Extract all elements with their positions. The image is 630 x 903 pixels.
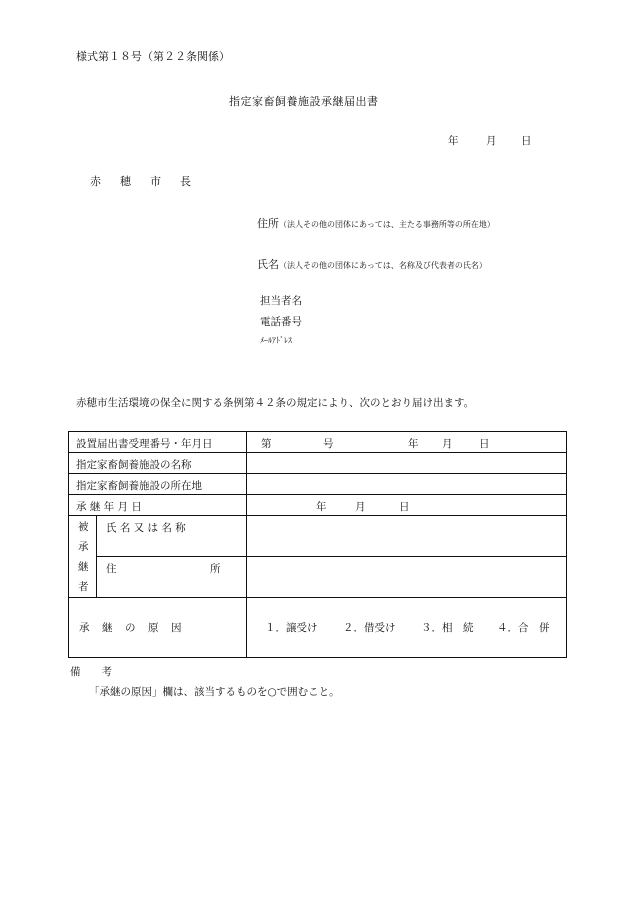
phone-label: 電話番号 [260, 316, 302, 328]
succession-month: 月 [355, 501, 366, 513]
heir-char: 継 [78, 561, 89, 573]
row-divider [69, 452, 566, 453]
row-divider [69, 473, 566, 474]
remarks-title: 備 考 [70, 666, 112, 678]
name-line [257, 253, 487, 272]
column-divider [246, 432, 247, 657]
address-label: 住所 [257, 217, 279, 230]
receipt-year: 年 [408, 438, 419, 450]
row-divider [69, 494, 566, 495]
cause-label: 承 継 の 原 因 [79, 622, 183, 634]
name-label: 氏名 [257, 258, 279, 271]
heir-char: 被 [78, 521, 89, 533]
cause-option-merger: ４．合 併 [497, 622, 550, 634]
facility-name-label: 指定家畜飼養施設の名称 [76, 459, 192, 471]
row-divider [69, 515, 566, 516]
heir-address-label-a: 住 [106, 563, 117, 575]
heir-char: 承 [78, 541, 89, 553]
row-divider [69, 597, 566, 598]
cause-option-lease: ２．借受け [343, 622, 396, 634]
column-divider [96, 515, 97, 597]
email-label: ﾒｰﾙｱﾄﾞﾚｽ [260, 336, 292, 345]
row-divider [96, 556, 566, 557]
recipient: 赤 穂 市 長 [90, 175, 195, 188]
remarks-note: 「承継の原因」欄は、該当するものを○で囲むこと。 [89, 686, 340, 698]
name-note: （法人その他の団体にあっては、名称及び代表者の氏名） [279, 261, 487, 270]
address-note: （法人その他の団体にあっては、主たる事務所等の所在地） [279, 220, 495, 229]
receipt-dai: 第 [261, 438, 272, 450]
document-title: 指定家畜飼養施設承継届出書 [229, 95, 379, 108]
address-line [257, 212, 495, 231]
date-day: 日 [521, 135, 532, 147]
form-table [68, 431, 567, 658]
cause-option-transfer: １．譲受け [265, 622, 318, 634]
date-month: 月 [486, 135, 497, 147]
receipt-month: 月 [442, 438, 453, 450]
intro-text: 赤穂市生活環境の保全に関する条例第４２条の規定により、次のとおり届け出ます。 [76, 397, 475, 409]
heir-name-label: 氏 名 又 は 名 称 [106, 522, 186, 534]
facility-location-label: 指定家畜飼養施設の所在地 [76, 480, 202, 492]
heir-address-label-b: 所 [210, 563, 221, 575]
receipt-number-label: 設置届出書受理番号・年月日 [76, 438, 213, 450]
heir-char: 者 [78, 581, 89, 593]
succession-day: 日 [399, 501, 410, 513]
succession-year: 年 [316, 501, 327, 513]
cause-option-inheritance: ３．相 続 [421, 622, 474, 634]
form-number: 様式第１８号（第２２条関係） [76, 50, 230, 63]
succession-date-label: 承 継 年 月 日 [76, 501, 142, 513]
receipt-day: 日 [479, 438, 490, 450]
receipt-go: 号 [323, 438, 334, 450]
date-year: 年 [448, 135, 459, 147]
contact-label: 担当者名 [260, 295, 302, 307]
